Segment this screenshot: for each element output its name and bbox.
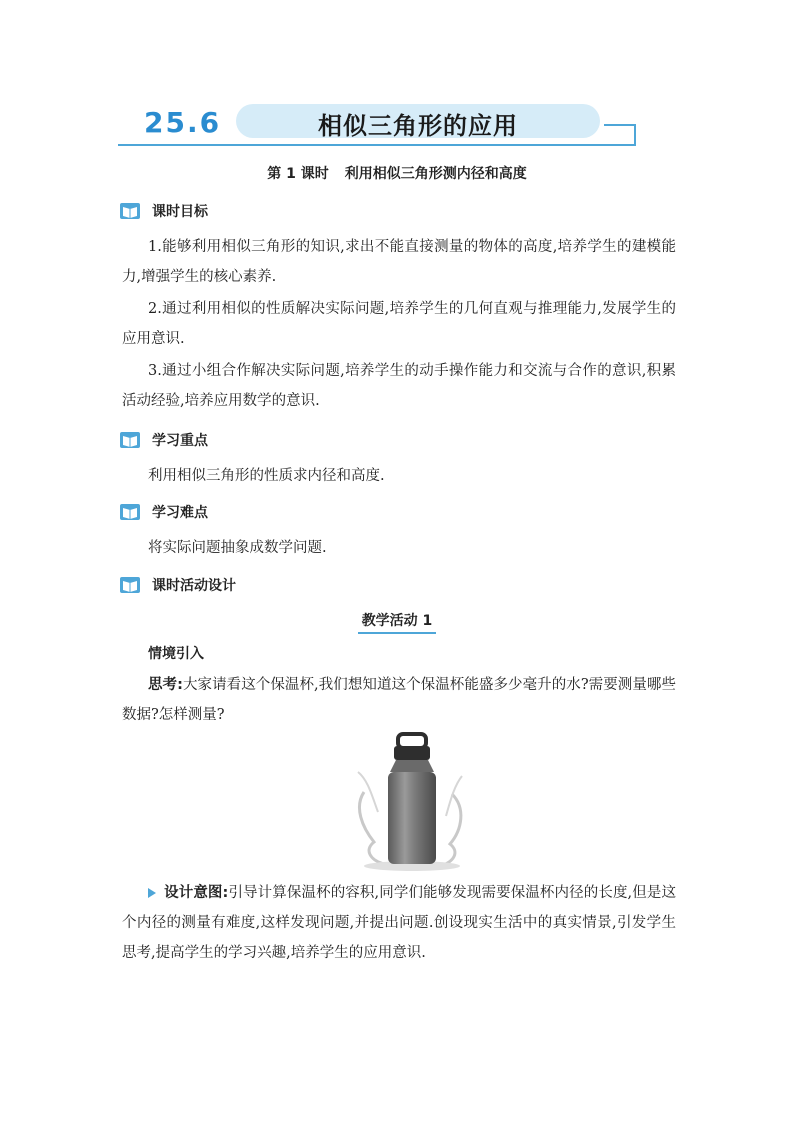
section-number: 25.6 [144,106,222,139]
section-title: 相似三角形的应用 [318,112,518,140]
think-paragraph [122,670,676,730]
header-rule-right [634,124,636,146]
intent-paragraph [122,878,676,968]
section-header [118,100,638,152]
design-label: 课时活动设计 [152,578,236,594]
difficulties-label: 学习难点 [152,505,208,521]
scenario-subhead: 情境引入 [148,646,204,662]
goal-item-3: 3.通过小组合作解决实际问题,培养学生的动手操作能力和交流与合作的意识,积累活动经验,培养应用数学的意识. [122,363,676,409]
think-lead: 思考: [148,677,183,693]
book-icon [120,203,140,219]
key-points-heading [120,430,208,450]
book-icon [120,504,140,520]
activity-tag [0,610,794,634]
goal-item-1: 1.能够利用相似三角形的知识,求出不能直接测量的物体的高度,培养学生的建模能力,增强学生的核心素养. [122,239,676,285]
goals-heading [120,201,208,221]
header-rule [118,144,636,146]
book-icon [120,577,140,593]
book-icon [120,432,140,448]
difficulties-heading [120,502,208,522]
goals-label: 课时目标 [152,204,208,220]
think-text: 大家请看这个保温杯,我们想知道这个保温杯能盛多少毫升的水?需要测量哪些数据?怎样测量? [122,677,676,723]
lesson-label: 第 1 课时 [267,166,329,182]
design-heading [120,575,236,595]
lesson-title [0,163,794,183]
key-points-label: 学习重点 [152,433,208,449]
thermos-bottle-image [354,732,470,872]
difficulties-text: 将实际问题抽象成数学问题. [148,540,327,556]
key-points-text: 利用相似三角形的性质求内径和高度. [148,468,385,484]
activity-tag-label: 教学活动 1 [358,610,437,634]
intent-text: 引导计算保温杯的容积,同学们能够发现需要保温杯内径的长度,但是这个内径的测量有难度,这样发现问题,并提出问题.创设现实生活中的真实情景,引发学生思考,提高学生的学习兴趣,培养学生的应用意识. [122,885,676,961]
triangle-bullet-icon [148,888,156,898]
goal-item-2: 2.通过利用相似的性质解决实际问题,培养学生的几何直观与推理能力,发展学生的应用意识. [122,301,676,347]
header-rule-corner [604,124,636,126]
lesson-name: 利用相似三角形测内径和高度 [344,166,527,182]
intent-lead: 设计意图: [164,885,229,901]
